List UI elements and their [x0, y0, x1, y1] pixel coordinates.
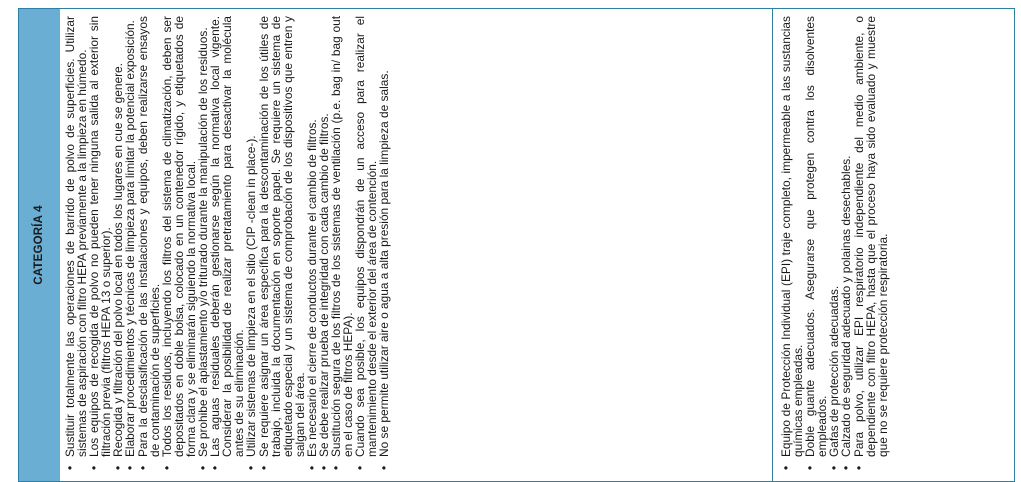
category-header-label: CATEGORÍA 4	[33, 205, 45, 285]
ppe-item: • Equipo de Protección Individual (EPI) traje completo, impermeable a las sustancias químicas empleadas.	[780, 16, 804, 470]
column-divider	[772, 9, 773, 481]
ppe-item: • Calzado de seguridad adecuado y polainas desechables.	[840, 16, 852, 470]
ppe-item: • Doble guante adecuados. Asegurarse que protegen contra los disolventes empleados.	[804, 16, 828, 470]
measure-item: • Se debe realizar prueba de integridad con cada cambio de filtros.	[318, 16, 330, 470]
measure-item: • Los equipos de recogida de polvo no pueden tener ninguna salida al exterior sin filtración previa (filtros HEPA 13 o superior).	[88, 16, 112, 470]
ppe-item: • Gafas de protección adecuadas.	[828, 16, 840, 470]
measure-item: • Es necesario el cierre de conductos durante el cambio de filtros.	[306, 16, 318, 470]
ppe-item: • Para polvo, utilizar EPI respiratorio independiente del medio ambiente, o dependiente con filtro HEPA, hasta que el proceso haya sido evaluado y muestre que no se requiere protección respiratoria.	[853, 16, 889, 470]
measure-item: • Elaborar procedimientos y técnicas de limpieza para limitar la potencial exposición.	[124, 16, 136, 470]
measure-item: • Todos los residuos, incluyendo los filtros del sistema de climatización, deben ser depositados en doble bolsa, colocado en un contenedor rígido, y etiquetados de forma clara y se eliminarán siguiendo la normativa local.	[161, 16, 197, 470]
measure-item: • Cuando sea posible, los equipos dispondrán de un acceso para realizar el mantenimiento desde el exterior del área de contención.	[354, 16, 378, 470]
measure-item: • Sustitución segura de los filtros de los sistemas de ventilación (p.e. bag in/ bag out en el caso de filtros HEPA).	[330, 16, 354, 470]
measure-item: • No se permite utilizar aire o agua a alta presión para la limpieza de salas.	[378, 16, 390, 470]
measure-item: • Se prohibe el aplastamiento y/o triturado durante la manipulación de los residuos.	[197, 16, 209, 470]
measure-item: • Para la desclasificación de las instalaciones y equipos, deben realizarse ensayos de contaminación de superficies.	[137, 16, 161, 470]
ppe-list	[778, 12, 889, 478]
measures-list	[62, 12, 391, 478]
measures-column	[62, 12, 768, 478]
measure-item: • Sustituir totalmente las operaciones de barrido de polvo de superficies. Utilizar sistemas de aspiración con filtro HEPA previamente a la limpieza en húmedo.	[64, 16, 88, 470]
measure-item: • Las aguas residuales deberán gestionarse según la normativa local vigente. Considerar la posibilidad de realizar pretratamiento para desactivar la molécula antes de su eliminación.	[209, 16, 245, 470]
measure-item: • Utilizar sistemas de limpieza en el sitio (CIP -clean in place-).	[245, 16, 257, 470]
measure-item: • Recogida y filtración del polvo local en todos los lugares en cue se genere.	[112, 16, 124, 470]
measure-item: • Se requiere asignar un área específica para la descontaminación de los útiles de trabajo, incluida la documentación en soporte papel. Se requiere un sistema de etiquetado especial y un sistema de comprobación de los dispositivos que entren y salgan del área.	[258, 16, 306, 470]
ppe-column	[778, 12, 1010, 478]
